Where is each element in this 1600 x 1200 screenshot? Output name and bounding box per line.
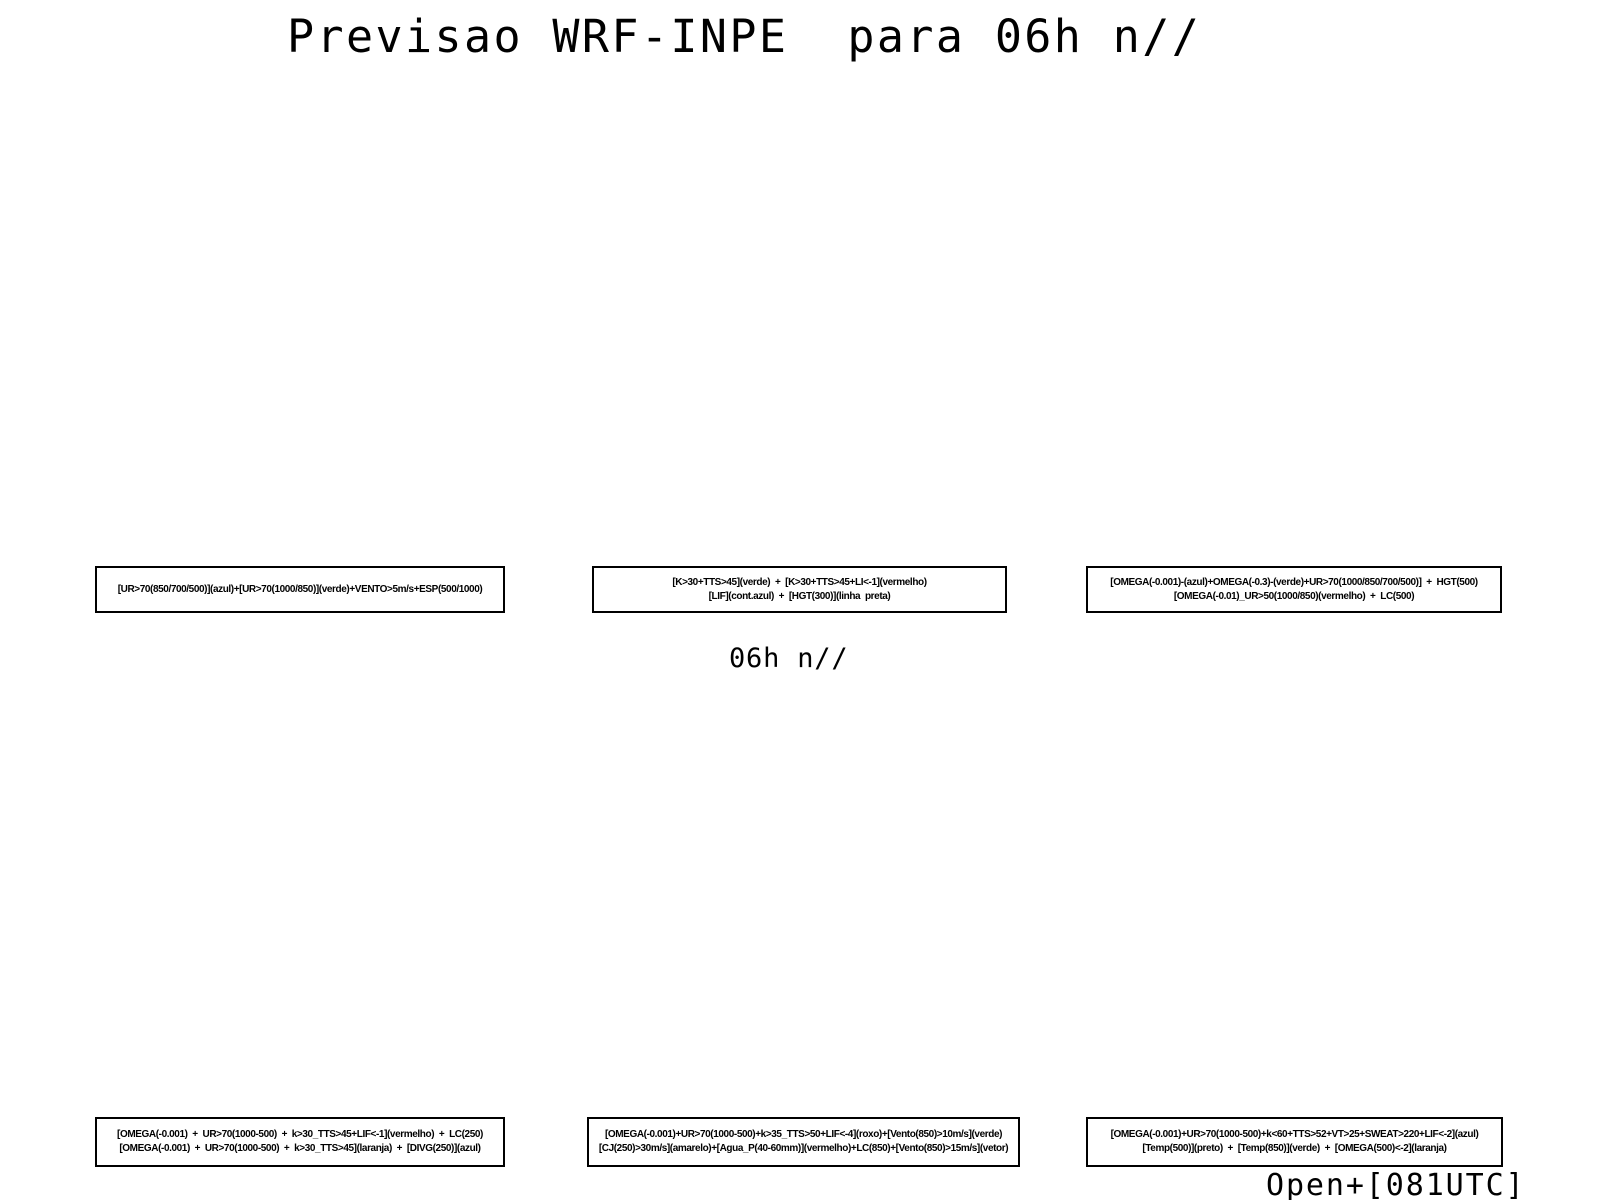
panel-caption-line: [K>30+TTS>45](verde) + [K>30+TTS>45+LI<-1](vermelho) [672,576,927,588]
panel-caption-box-instability-indices [592,566,1007,613]
page-title: Previsao WRF-INPE para 06h n// [287,10,1202,63]
panel-caption-box-omega-humidity [1086,566,1502,613]
panel-caption-line: [CJ(250)>30m/s](amarelo)+[Agua_P(40-60mm)](vermelho)+LC(850)+[Vento(850)>15m/s](vetor) [598,1143,1009,1154]
panel-caption-line: [OMEGA(-0.01)_UR>50(1000/850)(vermelho) + LC(500) [1173,590,1415,602]
panel-caption-line: [OMEGA(-0.001)-(azul)+OMEGA(-0.3)-(verde)+UR>70(1000/850/700/500)] + HGT(500) [1110,576,1478,588]
center-hour-label: 06h n// [729,643,849,674]
panel-caption-box-sweat-temperature [1086,1117,1503,1167]
panel-caption-line: [UR>70(850/700/500)](azul)+[UR>70(1000/850)](verde)+VENTO>5m/s+ESP(500/1000) [117,583,483,595]
footer-open-label: Open+[081UTC] [1266,1168,1526,1200]
panel-caption-box-humidity-wind [95,566,505,613]
panel-caption-line: [OMEGA(-0.001) + UR>70(1000-500) + k>30_TTS>45+LIF<-1](vermelho) + LC(250) [117,1129,483,1140]
panel-caption-line: [OMEGA(-0.001)+UR>70(1000-500)+k<60+TTS>52+VT>25+SWEAT>220+LIF<-2](azul) [1110,1129,1479,1140]
panel-caption-line: [OMEGA(-0.001) + UR>70(1000-500) + k>30_TTS>45](laranja) + [DIVG(250)](azul) [119,1143,481,1154]
panel-caption-line: [OMEGA(-0.001)+UR>70(1000-500)+k>35_TTS>50+LIF<-4](roxo)+[Vento(850)>10m/s](verde) [604,1129,1003,1140]
panel-caption-line: [LIF](cont.azul) + [HGT(300)](linha preta) [708,590,891,602]
panel-caption-box-jet-precip-wind [587,1117,1020,1167]
panel-caption-box-omega-lifted-index [95,1117,505,1167]
panel-caption-line: [Temp(500)](preto) + [Temp(850)](verde) + [OMEGA(500)<-2](laranja) [1142,1143,1447,1154]
